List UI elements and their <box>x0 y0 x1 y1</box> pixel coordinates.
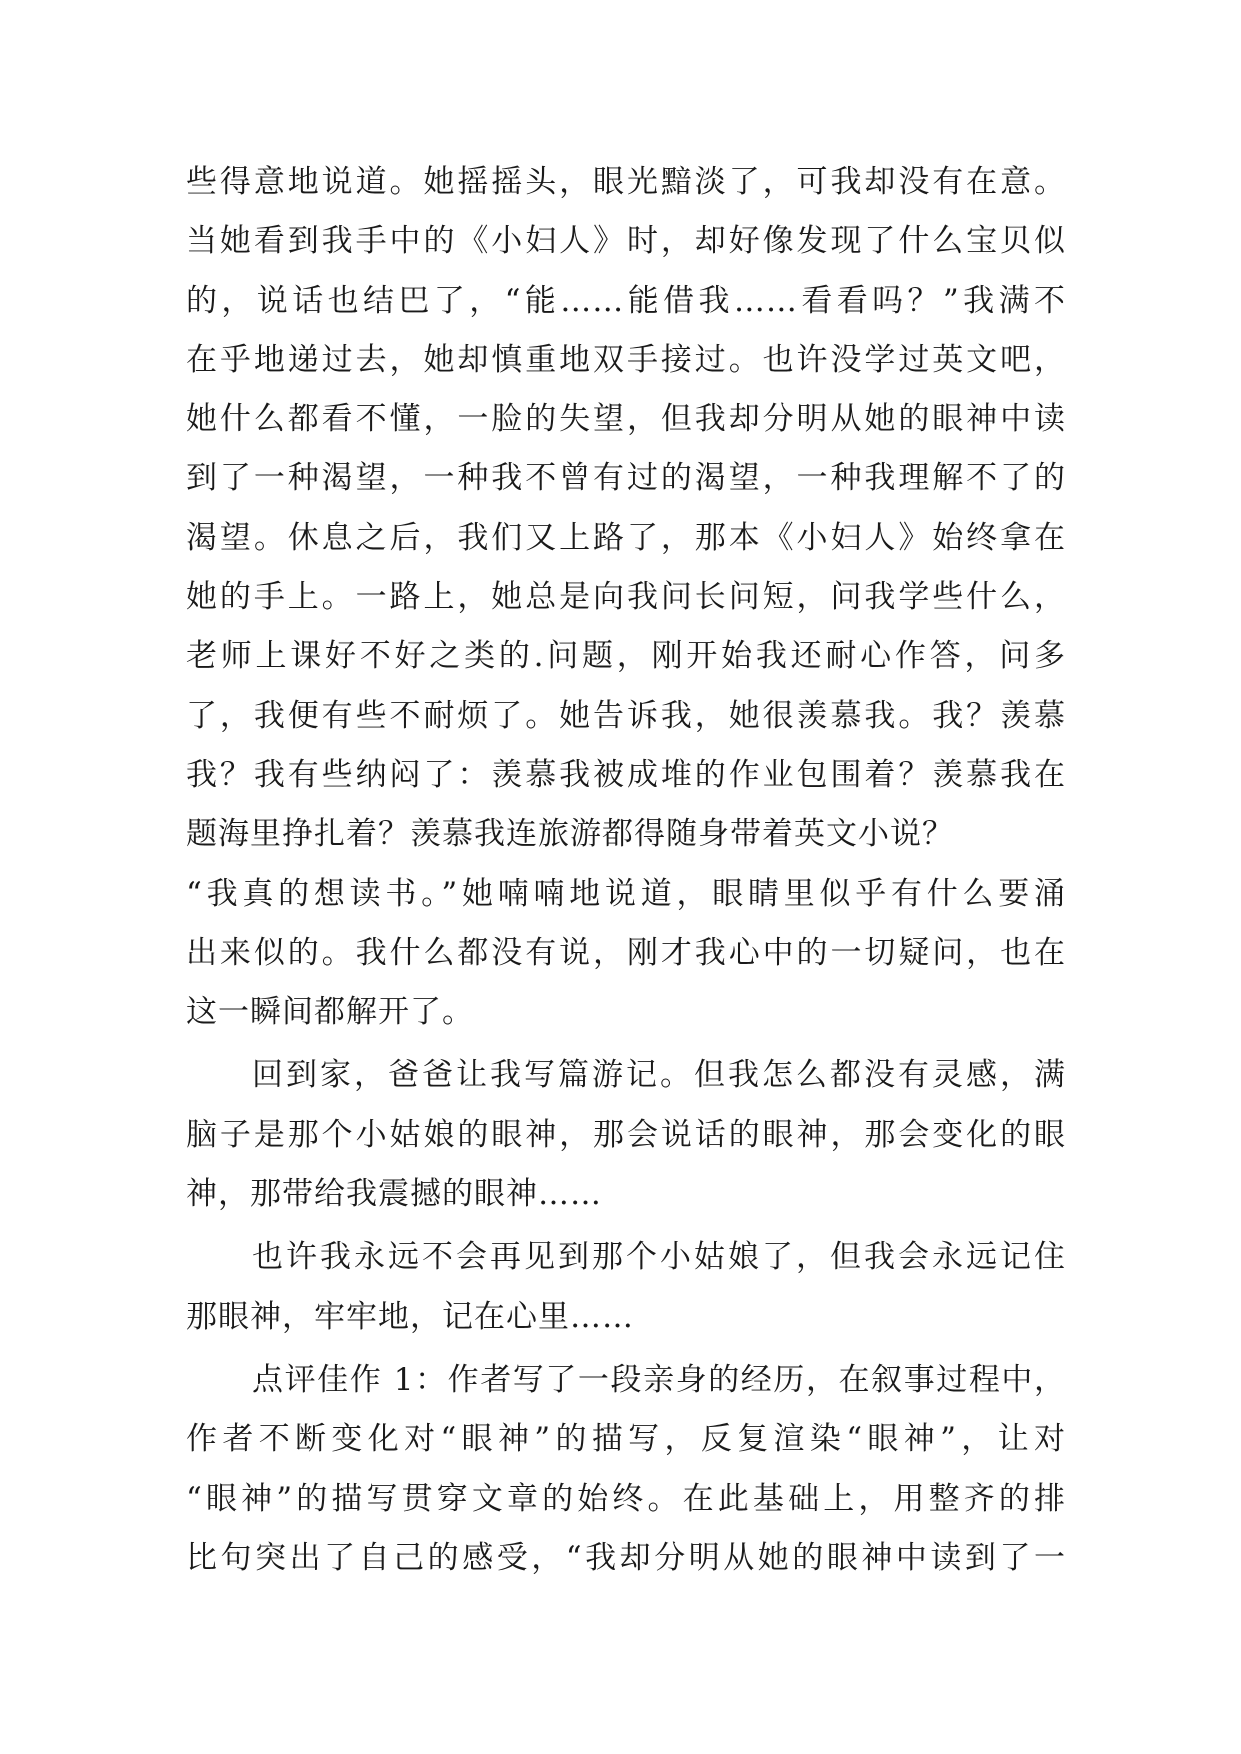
text-line: 神，那带给我震撼的眼神…… <box>186 1176 602 1213</box>
text-line: “我真的想读书。”她喃喃地说道，眼睛里似乎有什么要涌 <box>186 875 1066 912</box>
text-line: 我？我有些纳闷了：羡慕我被成堆的作业包围着？羡慕我在 <box>186 756 1066 793</box>
essay-body <box>186 153 1066 1588</box>
paragraph-4 <box>186 1351 1066 1588</box>
text-line: 老师上课好不好之类的.问题，刚开始我还耐心作答，问多 <box>186 638 1066 675</box>
text-line: 回到家，爸爸让我写篇游记。但我怎么都没有灵感，满 <box>252 1057 1066 1094</box>
paragraph-1 <box>186 153 1066 1042</box>
text-line: 在乎地递过去，她却慎重地双手接过。也许没学过英文吧， <box>186 341 1066 378</box>
paragraph-3 <box>186 1228 1066 1347</box>
text-line: 那眼神，牢牢地，记在心里…… <box>186 1298 634 1335</box>
paragraph-2 <box>186 1046 1066 1224</box>
text-line: 当她看到我手中的《小妇人》时，却好像发现了什么宝贝似 <box>186 223 1066 260</box>
text-line: 渴望。休息之后，我们又上路了，那本《小妇人》始终拿在 <box>186 519 1066 556</box>
text-line: 了，我便有些不耐烦了。她告诉我，她很羡慕我。我？羡慕 <box>186 697 1066 734</box>
text-line: 她的手上。一路上，她总是向我问长问短，问我学些什么， <box>186 579 1066 616</box>
text-line: 到了一种渴望，一种我不曾有过的渴望，一种我理解不了的 <box>186 460 1066 497</box>
text-line: 的，说话也结巴了，“能……能借我……看看吗？”我满不 <box>186 282 1066 319</box>
text-line: 点评佳作 1：作者写了一段亲身的经历，在叙事过程中， <box>252 1361 1066 1398</box>
text-line: 也许我永远不会再见到那个小姑娘了，但我会永远记住 <box>252 1239 1066 1276</box>
text-line: “眼神”的描写贯穿文章的始终。在此基础上，用整齐的排 <box>186 1480 1066 1517</box>
text-line: 些得意地说道。她摇摇头，眼光黯淡了，可我却没有在意。 <box>186 164 1066 200</box>
text-line: 出来似的。我什么都没有说，刚才我心中的一切疑问，也在 <box>186 934 1066 971</box>
text-line: 她什么都看不懂，一脸的失望，但我却分明从她的眼神中读 <box>186 401 1066 438</box>
text-line: 作者不断变化对“眼神”的描写，反复渲染“眼神”，让对 <box>186 1421 1066 1458</box>
text-line: 脑子是那个小姑娘的眼神，那会说话的眼神，那会变化的眼 <box>186 1116 1066 1153</box>
text-line: 比句突出了自己的感受，“我却分明从她的眼神中读到了一 <box>186 1539 1066 1576</box>
text-line: 这一瞬间都解开了。 <box>186 994 474 1031</box>
text-line: 题海里挣扎着？羡慕我连旅游都得随身带着英文小说？ <box>186 816 954 853</box>
